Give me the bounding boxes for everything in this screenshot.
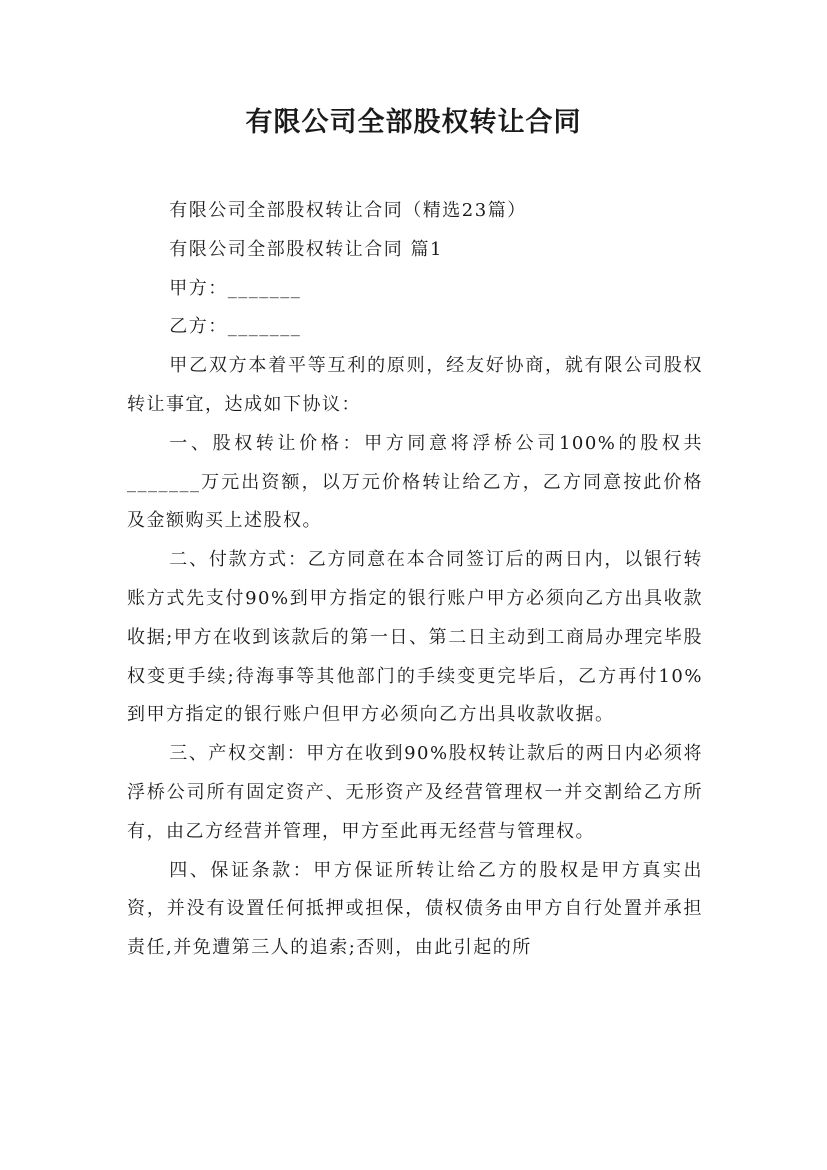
document-title: 有限公司全部股权转让合同 bbox=[245, 107, 582, 138]
clause-delivery: 三、产权交割：甲方在收到90%股权转让款后的两日内必须将浮桥公司所有固定资产、无形资产及经营管理权一并交割给乙方所有，由乙方经营并管理，甲方至此再无经营与管理权。 bbox=[127, 743, 703, 842]
clause-guarantee: 四、保证条款：甲方保证所转让给乙方的股权是甲方真实出资，并没有设置任何抵押或担保，债权债务由甲方自行处置并承担责任,并免遭第三人的追索;否则，由此引起的所 bbox=[127, 859, 703, 959]
subtitle-line: 有限公司全部股权转让合同（精选23篇） bbox=[169, 200, 527, 221]
preamble-paragraph: 甲乙双方本着平等互利的原则，经友好协商，就有限公司股权转让事宜，达成如下协议： bbox=[127, 355, 703, 415]
clause-payment: 二、付款方式：乙方同意在本合同签订后的两日内，以银行转账方式先支付90%到甲方指定的银行账户甲方必须向乙方出具收款收据;甲方在收到该款后的第一日、第二日主动到工商局办理完毕股权变更手续;待海事等其他部门的手续变更完毕后，乙方再付10%到甲方指定的银行账户但甲方必须向乙方出具收款收据。 bbox=[127, 549, 703, 726]
party-b-line: 乙方：_______ bbox=[169, 316, 302, 338]
clause-price: 一、股权转让价格：甲方同意将浮桥公司100%的股权共_______万元出资额，以万元价格转让给乙方，乙方同意按此价格及金额购买上述股权。 bbox=[127, 432, 703, 532]
section-heading: 有限公司全部股权转让合同 篇1 bbox=[169, 238, 443, 260]
document-body bbox=[127, 192, 703, 968]
party-a-line: 甲方：_______ bbox=[169, 277, 302, 299]
